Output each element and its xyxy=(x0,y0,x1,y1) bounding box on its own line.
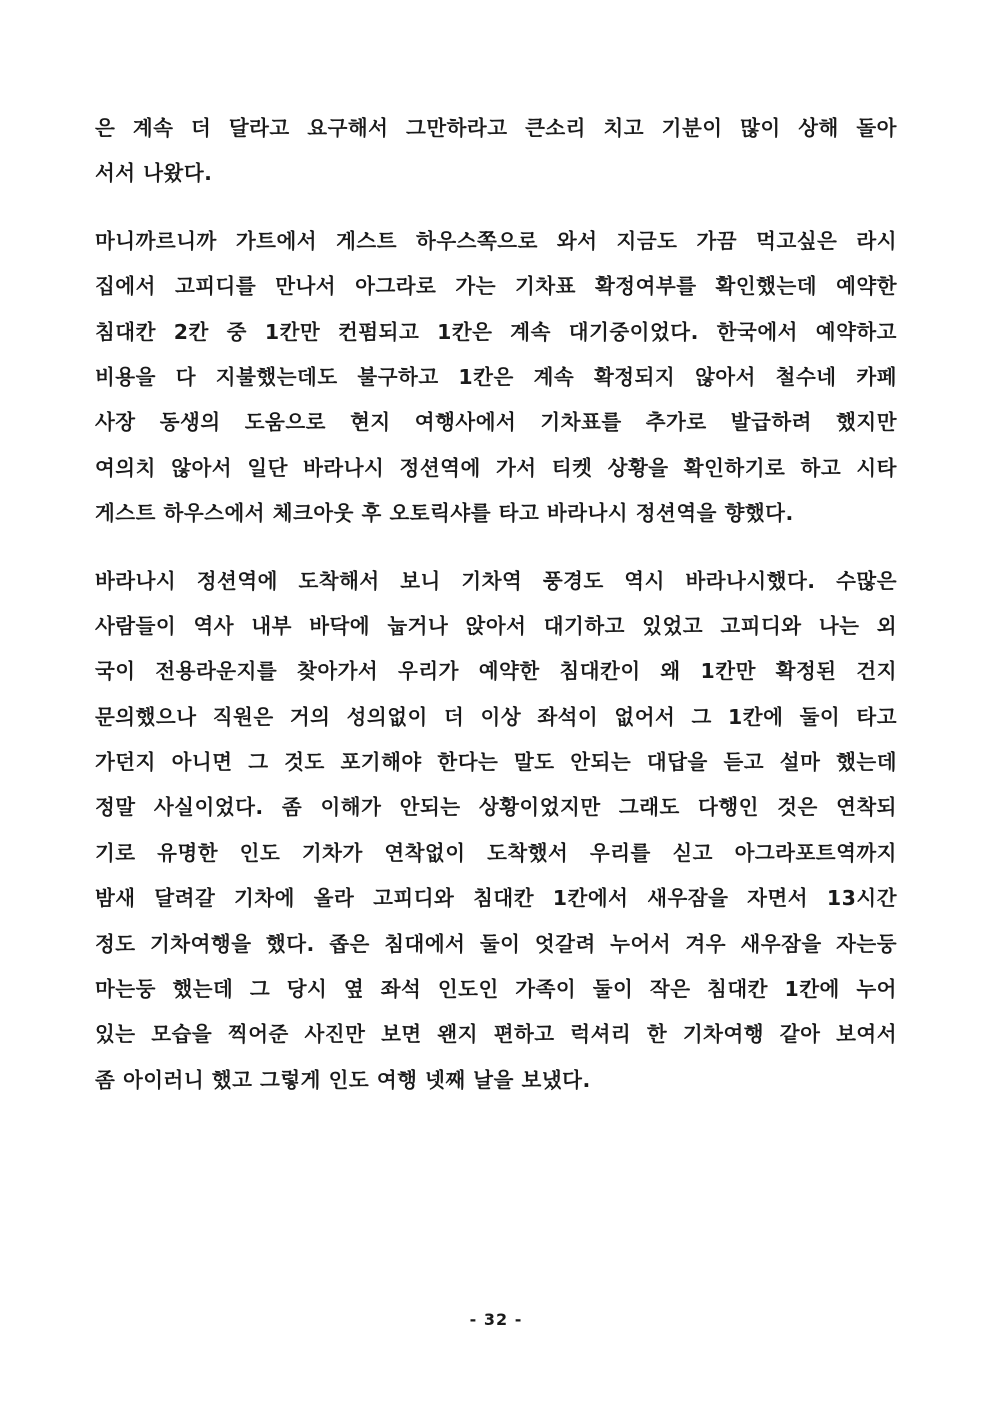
text-line: 은 계속 더 달라고 요구해서 그만하라고 큰소리 치고 기분이 많이 상해 돌아 xyxy=(95,116,897,140)
page-number: - 32 - xyxy=(469,1310,523,1329)
text-line: 밤새 달려갈 기차에 올라 고피디와 침대칸 1칸에서 새우잠을 자면서 13시간 xyxy=(95,886,897,911)
text-line: 비용을 다 지불했는데도 불구하고 1칸은 계속 확정되지 않아서 철수네 카페 xyxy=(95,364,897,389)
text-line: 침대칸 2칸 중 1칸만 컨펌되고 1칸은 계속 대기중이었다. 한국에서 예약하고 xyxy=(95,319,897,344)
text-line: 정도 기차여행을 했다. 좁은 침대에서 둘이 엇갈려 누어서 겨우 새우잠을 자는둥 xyxy=(95,931,897,956)
text-line: 마니까르니까 가트에서 게스트 하우스쪽으로 와서 지금도 가끔 먹고싶은 라시 xyxy=(95,228,897,253)
text-line: 가던지 아니면 그 것도 포기해야 한다는 말도 안되는 대답을 듣고 설마 했는데 xyxy=(95,750,897,775)
body-text xyxy=(95,106,897,1125)
text-line: 정말 사실이었다. 좀 이해가 안되는 상황이었지만 그래도 다행인 것은 연착되 xyxy=(95,795,897,820)
text-line: 사람들이 역사 내부 바닥에 눕거나 앉아서 대기하고 있었고 고피디와 나는 외 xyxy=(95,613,897,638)
text-line: 바라나시 정션역에 도착해서 보니 기차역 풍경도 역시 바라나시했다. 수많은 xyxy=(95,568,897,593)
text-line: 문의했으나 직원은 거의 성의없이 더 이상 좌석이 없어서 그 1칸에 둘이 타고 xyxy=(95,704,897,729)
text-line: 국이 전용라운지를 찾아가서 우리가 예약한 침대칸이 왜 1칸만 확정된 건지 xyxy=(95,659,897,684)
text-line: 마는둥 했는데 그 당시 옆 좌석 인도인 가족이 둘이 작은 침대칸 1칸에 누어 xyxy=(95,977,897,1002)
text-line: 서서 나왔다. xyxy=(95,161,213,186)
text-line: 있는 모습을 찍어준 사진만 보면 왠지 편하고 럭셔리 한 기차여행 같아 보여서 xyxy=(95,1022,897,1047)
text-line: 집에서 고피디를 만나서 아그라로 가는 기차표 확정여부를 확인했는데 예약한 xyxy=(95,274,897,299)
text-line: 사장 동생의 도움으로 현지 여행사에서 기차표를 추가로 발급하려 했지만 xyxy=(95,410,897,435)
text-line: 여의치 않아서 일단 바라나시 정션역에 가서 티켓 상황을 확인하기로 하고 시타 xyxy=(95,455,897,480)
text-line: 기로 유명한 인도 기차가 연착없이 도착했서 우리를 싣고 아그라포트역까지 xyxy=(95,840,897,865)
paragraph-1 xyxy=(95,106,897,197)
text-line: 좀 아이러니 했고 그렇게 인도 여행 넷째 날을 보냈다. xyxy=(95,1067,591,1092)
paragraph-3 xyxy=(95,559,897,1104)
text-line: 게스트 하우스에서 체크아웃 후 오토릭샤를 타고 바라나시 정션역을 향했다. xyxy=(95,501,794,526)
paragraph-2 xyxy=(95,219,897,537)
